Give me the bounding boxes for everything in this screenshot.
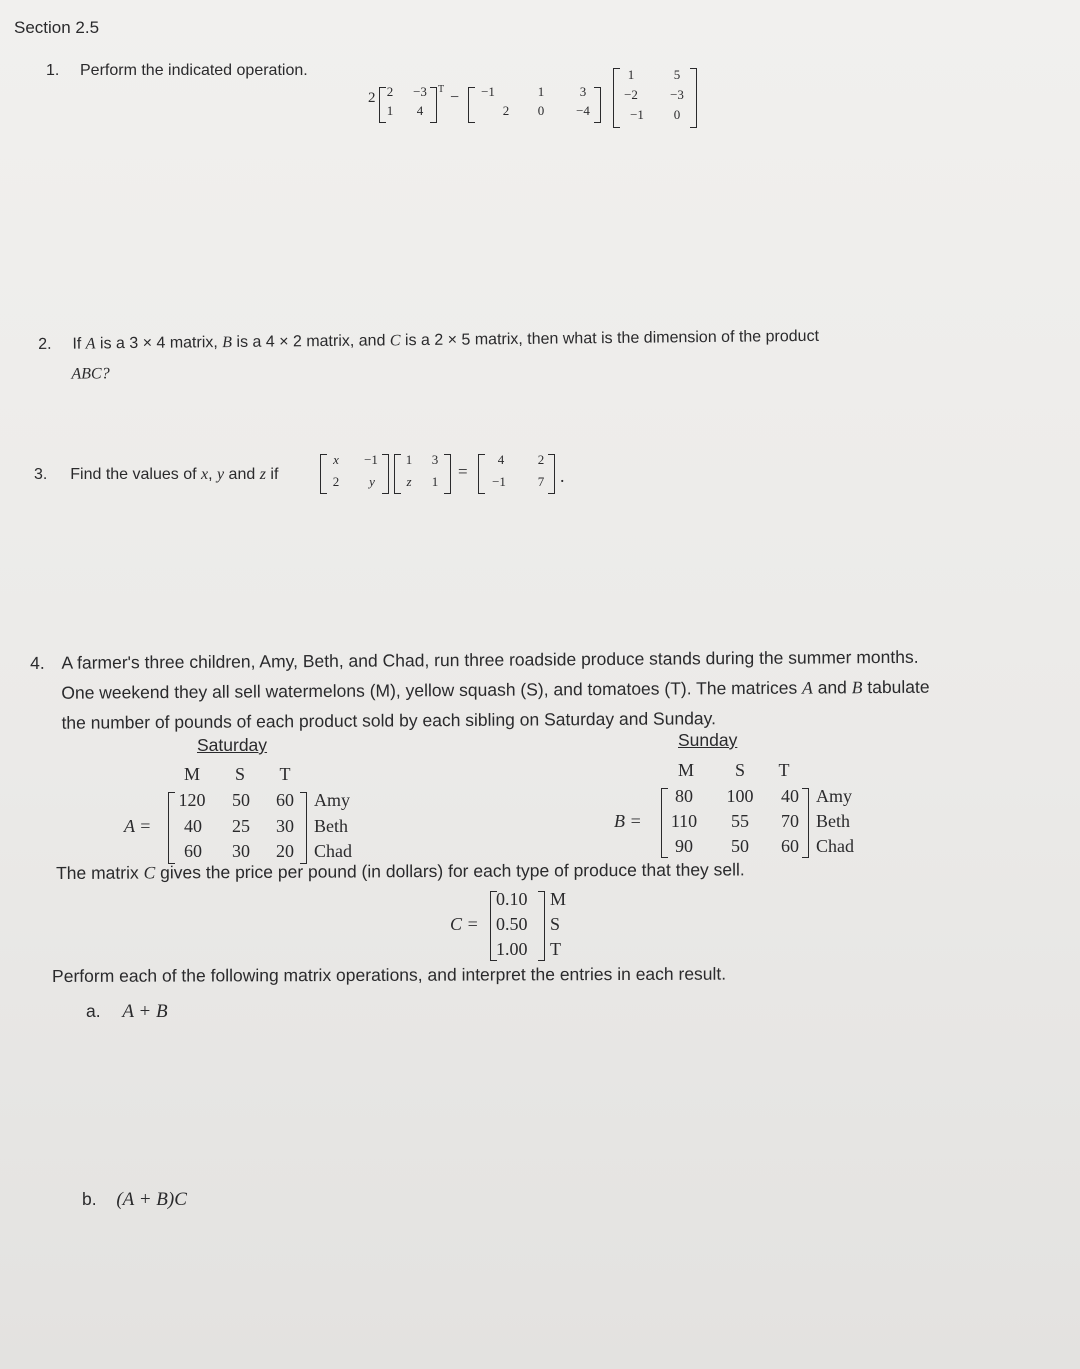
question-4-instruction: Perform each of the following matrix operations, and interpret the entries in each result. bbox=[52, 963, 727, 986]
sunday-heading: Sunday bbox=[678, 730, 738, 750]
matrix-a-col-header: M bbox=[183, 764, 200, 784]
q3-m1-cell: 2 bbox=[332, 474, 340, 489]
matrix-b-right-bracket bbox=[802, 788, 809, 858]
q1-m2-cell: −1 bbox=[481, 84, 495, 99]
question-1-expression bbox=[368, 62, 718, 132]
matrix-b-cell: 40 bbox=[781, 786, 799, 806]
question-3 bbox=[34, 466, 278, 484]
q1-scalar: 2 bbox=[368, 90, 376, 106]
q1-m3-cell: −1 bbox=[630, 107, 644, 122]
q1-m3-cell: 1 bbox=[627, 67, 635, 82]
q1-m2-right-bracket bbox=[594, 87, 601, 123]
question-2 bbox=[38, 322, 819, 390]
section-title: Section 2.5 bbox=[14, 18, 100, 37]
matrix-a-right-bracket bbox=[300, 792, 307, 864]
matrix-b-row-label: Amy bbox=[816, 786, 852, 806]
question-1-text: Perform the indicated operation. bbox=[80, 62, 308, 79]
q3-m3-cell: −1 bbox=[492, 474, 506, 489]
question-4-line-3: the number of pounds of each product sold by each sibling on Saturday and Sunday. bbox=[61, 708, 716, 733]
q1-m1-cell: −3 bbox=[413, 84, 427, 99]
q3-m2-right-bracket bbox=[444, 454, 451, 494]
q3-m1-cell: −1 bbox=[364, 452, 378, 467]
q1-m3-cell: −2 bbox=[624, 87, 638, 102]
matrix-a bbox=[120, 760, 380, 865]
matrix-c-cell: 0.10 bbox=[496, 889, 528, 909]
question-4-paragraph bbox=[30, 641, 1031, 738]
q1-m1-cell: 1 bbox=[386, 103, 394, 118]
q3-m2-cell: z bbox=[406, 474, 412, 489]
matrix-a-label: A = bbox=[124, 816, 152, 836]
matrix-b-col-header: S bbox=[734, 760, 745, 780]
matrix-a-row-label: Beth bbox=[314, 816, 348, 836]
matrix-c-right-bracket bbox=[538, 891, 545, 961]
q3-m2-cell: 1 bbox=[405, 452, 413, 467]
matrix-c-cell: 1.00 bbox=[496, 939, 528, 959]
matrix-c-row-label: M bbox=[550, 889, 567, 909]
part-b-expression: (A + B)C bbox=[116, 1189, 187, 1210]
matrix-a-cell: 120 bbox=[178, 790, 206, 810]
q1-m2-cell: 0 bbox=[537, 103, 545, 118]
matrix-a-cell: 60 bbox=[184, 841, 202, 861]
matrix-a-col-header: S bbox=[234, 764, 245, 784]
matrix-b-cell: 55 bbox=[731, 811, 749, 831]
matrix-a-cell: 30 bbox=[276, 816, 294, 836]
matrix-a-col-header: T bbox=[279, 764, 291, 784]
question-4-number: 4. bbox=[30, 652, 45, 673]
q3-m3-left-bracket bbox=[478, 454, 485, 494]
q1-m2-cell: 2 bbox=[502, 103, 510, 118]
part-a-expression: A + B bbox=[122, 1001, 168, 1022]
q1-m3-cell: −3 bbox=[670, 87, 684, 102]
matrix-c-row-label: S bbox=[550, 914, 561, 934]
matrix-a-cell: 50 bbox=[232, 790, 250, 810]
part-b bbox=[82, 1189, 187, 1211]
matrix-c-label: C = bbox=[450, 914, 479, 934]
matrix-a-cell: 25 bbox=[232, 816, 250, 836]
price-sentence: The matrix C gives the price per pound (in dollars) for each type of produce that they sell. bbox=[56, 859, 745, 883]
matrix-b-cell: 80 bbox=[675, 786, 693, 806]
part-b-label: b. bbox=[82, 1189, 97, 1209]
question-2-abc: ABC? bbox=[71, 365, 110, 383]
q3-m3-cell: 2 bbox=[537, 452, 545, 467]
matrix-a-row-label: Chad bbox=[314, 841, 352, 861]
matrix-c-row-label: T bbox=[550, 939, 561, 959]
question-4-line-1: A farmer's three children, Amy, Beth, and Chad, run three roadside produce stands during the summer months. bbox=[61, 646, 919, 673]
q1-m3-cell: 0 bbox=[673, 107, 681, 122]
matrix-a-cell: 60 bbox=[276, 790, 294, 810]
matrix-b-row-label: Chad bbox=[816, 836, 854, 856]
question-3-number: 3. bbox=[34, 466, 48, 483]
matrix-a-cell: 40 bbox=[184, 816, 202, 836]
q1-m2-cell: 3 bbox=[579, 84, 587, 99]
question-2-number: 2. bbox=[38, 335, 52, 353]
matrix-c-cell: 0.50 bbox=[496, 914, 528, 934]
q3-m1-right-bracket bbox=[382, 454, 389, 494]
q3-period: . bbox=[560, 466, 565, 486]
matrix-b-col-header: T bbox=[778, 760, 790, 780]
question-3-text: Find the values of x, y and z if bbox=[70, 466, 279, 483]
q3-m1-cell: y bbox=[369, 474, 375, 489]
q1-m1-right-bracket bbox=[430, 87, 437, 123]
q3-equals: = bbox=[458, 462, 468, 481]
matrix-a-cell: 30 bbox=[232, 841, 250, 861]
question-3-equation bbox=[318, 452, 578, 497]
question-2-text: If A is a 3 × 4 matrix, B is a 4 × 2 matrix, and C is a 2 × 5 matrix, then what is the dimension of the product bbox=[72, 327, 820, 353]
q1-m3-cell: 5 bbox=[673, 67, 681, 82]
matrix-b-cell: 110 bbox=[670, 811, 698, 831]
matrix-b-cell: 50 bbox=[731, 836, 749, 856]
matrix-b-cell: 60 bbox=[781, 836, 799, 856]
matrix-a-row-label: Amy bbox=[314, 790, 350, 810]
q1-m1-cell: 4 bbox=[416, 103, 424, 118]
q3-m3-cell: 4 bbox=[497, 452, 505, 467]
q3-m2-cell: 1 bbox=[431, 474, 439, 489]
part-a bbox=[86, 1001, 168, 1023]
matrix-b bbox=[612, 756, 892, 861]
matrix-a-cell: 20 bbox=[276, 841, 294, 861]
q1-m2-cell: 1 bbox=[537, 84, 545, 99]
question-4-line-2: One weekend they all sell watermelons (M), yellow squash (S), and tomatoes (T). The matrices A and B tabulate bbox=[61, 676, 930, 703]
saturday-heading: Saturday bbox=[197, 735, 268, 755]
matrix-b-row-label: Beth bbox=[816, 811, 850, 831]
q3-m3-cell: 7 bbox=[537, 474, 545, 489]
matrix-b-cell: 70 bbox=[781, 811, 799, 831]
q1-m3-right-bracket bbox=[690, 68, 697, 128]
matrix-b-cell: 100 bbox=[726, 786, 754, 806]
q1-minus: − bbox=[450, 89, 460, 106]
q3-m1-cell: x bbox=[333, 452, 339, 467]
q3-m3-right-bracket bbox=[548, 454, 555, 494]
matrix-b-col-header: M bbox=[677, 760, 694, 780]
matrix-c bbox=[448, 887, 588, 963]
matrix-b-cell: 90 bbox=[675, 836, 693, 856]
q3-m2-cell: 3 bbox=[431, 452, 439, 467]
q1-m2-cell: −4 bbox=[576, 103, 590, 118]
matrix-b-label: B = bbox=[614, 811, 642, 831]
question-1-number: 1. bbox=[46, 62, 60, 79]
q1-transpose: T bbox=[438, 84, 445, 95]
q1-m1-cell: 2 bbox=[386, 84, 394, 99]
part-a-label: a. bbox=[86, 1001, 101, 1021]
